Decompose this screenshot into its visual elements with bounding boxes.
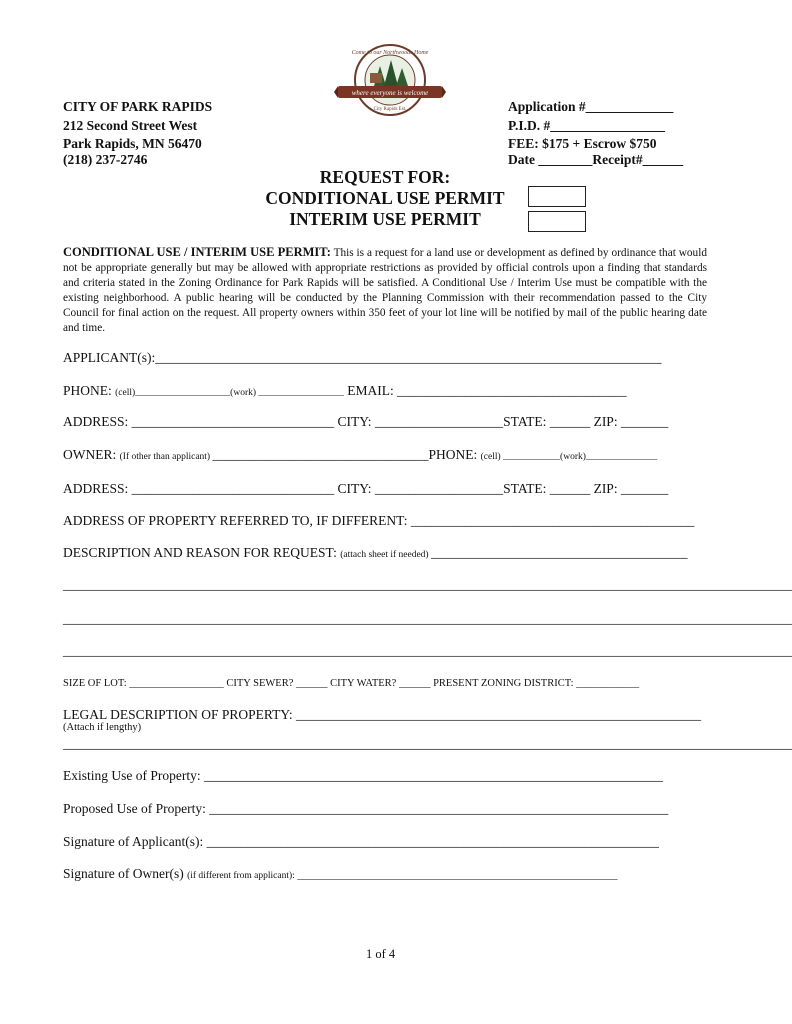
lot-sewer-water-zoning-row[interactable]: SIZE OF LOT: __________________ CITY SEWER? ______ CITY WATER? ______ PRESENT ZONING DISTRICT: ____________: [63, 678, 640, 689]
owner-label: OWNER:: [63, 447, 120, 462]
description-blank-line-3[interactable]: ____________________________________________________________________________________________________________: [63, 643, 792, 658]
city-street: 212 Second Street West: [63, 118, 198, 133]
logo-bottom-text: City Rapids Est.: [373, 107, 407, 112]
city-name: CITY OF PARK RAPIDS: [63, 99, 213, 114]
description-label: DESCRIPTION AND REASON FOR REQUEST:: [63, 545, 341, 560]
city-seal-logo: [334, 40, 446, 120]
property-address-field[interactable]: ADDRESS OF PROPERTY REFERRED TO, IF DIFFERENT: __________________________________________: [63, 513, 695, 528]
conditional-use-checkbox[interactable]: [528, 186, 586, 207]
owner-signature-field[interactable]: [63, 866, 617, 882]
pid-number: P.I.D. #_________________: [508, 118, 666, 133]
intro-paragraph: [63, 245, 707, 336]
applicant-signature-field[interactable]: Signature of Applicant(s): ___________________________________________________________________: [63, 834, 659, 849]
phone-field[interactable]: [63, 383, 627, 399]
title-interim-use: INTERIM USE PERMIT: [289, 209, 481, 229]
legal-blank-line[interactable]: ____________________________________________________________________________________________________________: [63, 736, 792, 751]
city-phone: (218) 237-2746: [63, 152, 148, 167]
legal-note: (Attach if lengthy): [63, 722, 142, 733]
owner-field[interactable]: [63, 447, 657, 463]
description-blank-line-2[interactable]: ____________________________________________________________________________________________________________: [63, 611, 792, 626]
existing-use-field[interactable]: Existing Use of Property: ____________________________________________________________________: [63, 768, 663, 783]
logo-arc-text: Come to our Northwoods Home: [351, 50, 429, 56]
description-blank-line-1[interactable]: ____________________________________________________________________________________________________________: [63, 577, 792, 592]
description-note: (attach sheet if needed): [340, 550, 431, 560]
fee-text: FEE: $175 + Escrow $750: [508, 136, 657, 151]
description-field[interactable]: [63, 545, 687, 561]
description-line[interactable]: ______________________________________: [430, 545, 688, 560]
legal-description-field[interactable]: [63, 707, 701, 723]
phone-label: PHONE:: [63, 383, 116, 398]
page-number: 1 of 4: [366, 947, 396, 961]
owner-signature-label: Signature of Owner(s): [63, 866, 188, 881]
title-request-for: REQUEST FOR:: [319, 167, 451, 187]
owner-line[interactable]: ________________________________PHONE:: [212, 447, 481, 462]
proposed-use-field[interactable]: Proposed Use of Property: ____________________________________________________________________: [63, 801, 669, 816]
intro-body: This is a request for a land use or development as defined by ordinance that would not be appropriate generally but may be allowed with appropriate restrictions as provided by official controls upon a finding that standards and criteria stated in the Zoning Ordinance for Park Rapids will be satisfied. A Conditional Use / Interim Use must be compatible with the existing neighborhood. A public hearing will be conducted by the Planning Commission with their recommendation passed to the City Council for final action on the request. All property owners within 350 feet of your lot line will be notified by mail of the public hearing date and time.: [63, 247, 707, 334]
date-receipt: Date ________Receipt#______: [508, 152, 684, 167]
applicant-address-field[interactable]: ADDRESS: ______________________________ CITY: ___________________STATE: ______ ZIP: _______: [63, 414, 669, 429]
owner-phone[interactable]: (cell) ____________(work)_______________: [480, 452, 658, 462]
owner-signature-note: (if different from applicant):: [187, 871, 298, 881]
city-location: Park Rapids, MN 56470: [63, 136, 202, 151]
intro-lead: CONDITIONAL USE / INTERIM USE PERMIT:: [63, 245, 331, 259]
email-field[interactable]: EMAIL: __________________________________: [343, 383, 627, 398]
owner-note: (If other than applicant): [119, 452, 213, 462]
owner-address-field[interactable]: ADDRESS: ______________________________ CITY: ___________________STATE: ______ ZIP: _______: [63, 481, 669, 496]
interim-use-checkbox[interactable]: [528, 211, 586, 232]
applicant-field[interactable]: APPLICANT(s):___________________________________________________________________________: [63, 350, 662, 365]
title-conditional-use: CONDITIONAL USE PERMIT: [265, 188, 505, 208]
application-number: Application #_____________: [508, 99, 674, 114]
legal-line[interactable]: ____________________________________________________________: [295, 707, 701, 722]
phone-cell-work[interactable]: (cell)____________________(work) __________________: [115, 388, 344, 398]
legal-label: LEGAL DESCRIPTION OF PROPERTY:: [63, 707, 296, 722]
owner-signature-line[interactable]: _____________________________________________________________: [297, 870, 618, 881]
logo-ribbon-text: where everyone is welcome: [351, 89, 429, 97]
